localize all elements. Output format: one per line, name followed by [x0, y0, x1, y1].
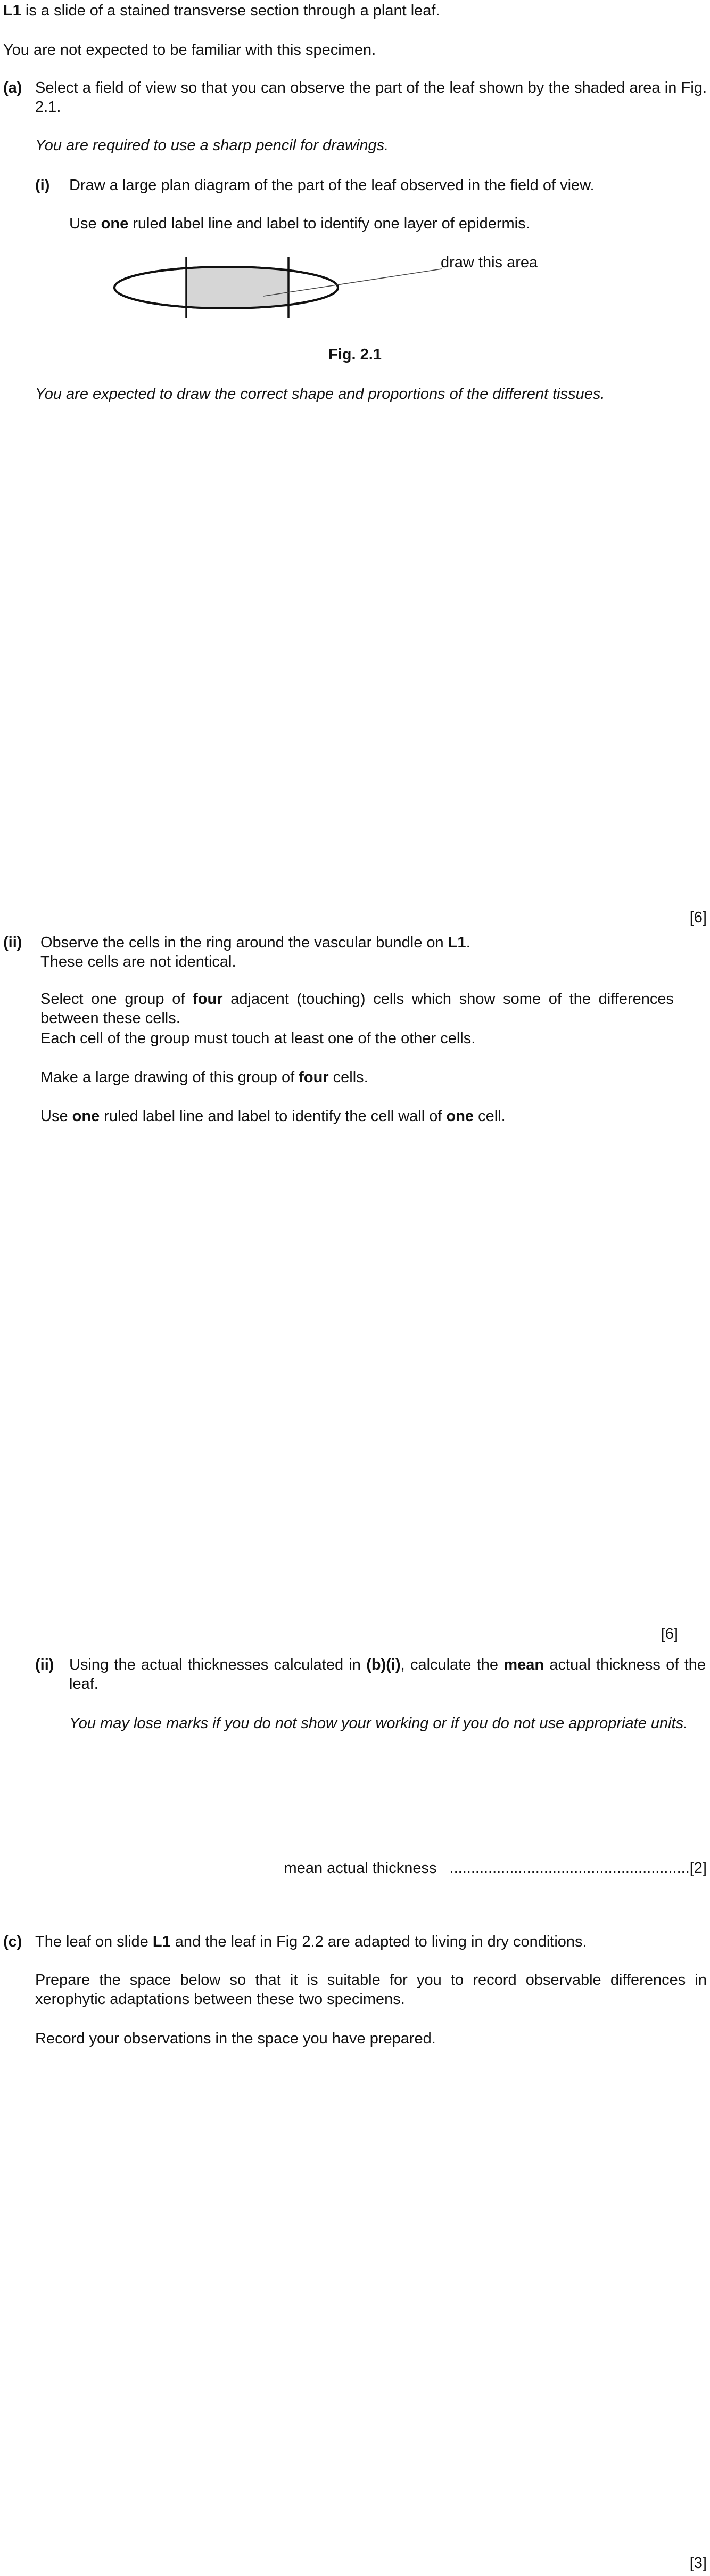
part-ii-label: (ii) — [3, 934, 22, 951]
part-ii-paragraph-4: Make a large drawing of this group of four cells. — [40, 1069, 368, 1086]
part-ii-line-1: Observe the cells in the ring around the vascular bundle on L1. — [40, 934, 470, 951]
answer-label: mean actual thickness — [284, 1860, 437, 1877]
part-a-i-label: (i) — [35, 177, 50, 194]
part-ii-paragraph-3: Each cell of the group must touch at least one of the other cells. — [40, 1030, 476, 1047]
shaded-area — [186, 268, 288, 307]
part-a-text: Select a field of view so that you can observe the part of the leaf shown by the shaded area in Fig. 2.1. — [35, 79, 707, 116]
part-c-label: (c) — [3, 1933, 22, 1950]
part-a-marks: [6] — [689, 909, 707, 926]
slide-code: L1 — [3, 2, 21, 19]
part-ii-paragraph-2: Select one group of four adjacent (touching) cells which show some of the differences between these cells. — [40, 991, 674, 1027]
part-ii-b-note: You may lose marks if you do not show your working or if you do not use appropriate units. — [69, 1715, 688, 1732]
part-ii-b-text: Using the actual thicknesses calculated in (b)(i), calculate the mean actual thickness of the leaf. — [69, 1656, 706, 1693]
intro-line-2: You are not expected to be familiar with this specimen. — [3, 42, 376, 59]
intro-line-1-text: is a slide of a stained transverse section through a plant leaf. — [21, 2, 440, 19]
part-c-paragraph-2: Prepare the space below so that it is suitable for you to record observable differences in xerophytic adaptations between these two specimens. — [35, 1972, 707, 2008]
part-ii-paragraph-5: Use one ruled label line and label to identify the cell wall of one cell. — [40, 1108, 506, 1125]
part-ii-line-2: These cells are not identical. — [40, 953, 236, 970]
part-a-i-line-1: Draw a large plan diagram of the part of the leaf observed in the field of view. — [69, 177, 595, 194]
part-a-instruction: You are expected to draw the correct shape and proportions of the different tissues. — [35, 386, 605, 403]
answer-dots: ........................................................ — [449, 1860, 690, 1877]
part-ii-b-label: (ii) — [35, 1656, 54, 1673]
figure-annotation: draw this area — [441, 254, 538, 271]
figure-caption: Fig. 2.1 — [328, 346, 382, 363]
mean-thickness-answer-line — [284, 1859, 707, 1878]
part-c-marks: [3] — [689, 2555, 707, 2572]
intro-line-1 — [3, 1, 695, 20]
part-c-paragraph-3: Record your observations in the space you have prepared. — [35, 2030, 436, 2047]
leaf-section-figure — [106, 245, 585, 330]
part-ii-marks: [6] — [661, 1625, 678, 1642]
part-a-label: (a) — [3, 79, 22, 96]
part-a-i-line-2: Use one ruled label line and label to identify one layer of epidermis. — [69, 215, 530, 232]
part-ii-b-marks: [2] — [689, 1860, 707, 1877]
part-a-note: You are required to use a sharp pencil for drawings. — [35, 137, 389, 154]
part-c-line-1: The leaf on slide L1 and the leaf in Fig 2.2 are adapted to living in dry conditions. — [35, 1933, 587, 1950]
